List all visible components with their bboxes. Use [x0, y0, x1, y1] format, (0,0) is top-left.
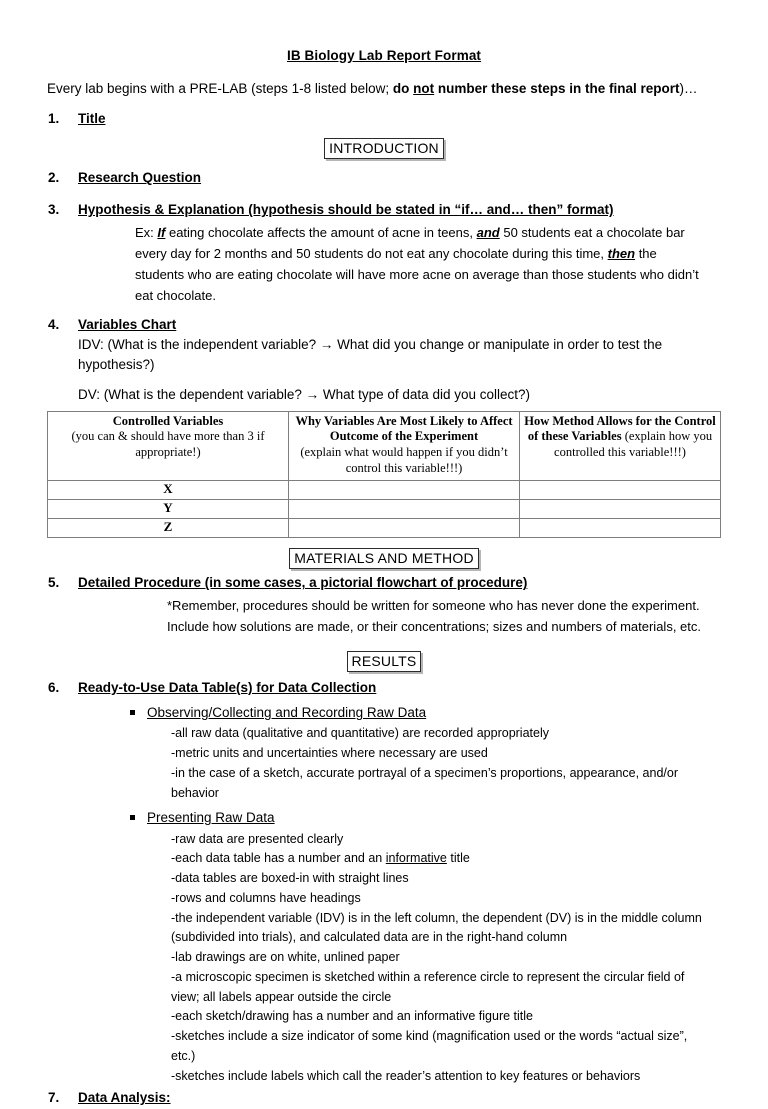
list-item-6 — [47, 678, 721, 698]
detail-line: -metric units and uncertainties where necessary are used — [171, 746, 488, 761]
item-4-number: 4. — [48, 316, 60, 332]
row-label-y: Y — [48, 500, 289, 519]
detail-line: -all raw data (qualitative and quantitative) are recorded appropriately — [171, 726, 549, 741]
item-1-heading: Title — [78, 110, 106, 126]
example-part-2: 50 students eat a chocolate bar every day for 2 months and 50 students do not eat any chocolate during this time, — [135, 224, 685, 261]
table-header-cell-how-method — [520, 411, 721, 481]
col-3-bold-text: How Method Allows for the Control of these Variables — [524, 413, 716, 444]
detail-line: -raw data are presented clearly — [171, 831, 344, 846]
page-title: IB Biology Lab Report Format — [286, 48, 482, 63]
intro-tail: )… — [679, 80, 698, 96]
detail-line: -each data table has a number and an informative title — [171, 851, 470, 866]
item-2-number: 2. — [48, 170, 60, 186]
section-band-materials — [47, 548, 721, 569]
detail-line: -sketches include a size indicator of some kind (magnification used or the words “actual size”, etc.) — [171, 1029, 688, 1063]
introduction-heading: INTRODUCTION — [324, 138, 444, 159]
row-y-cell-why[interactable] — [289, 500, 520, 519]
example-part-1: eating chocolate affects the amount of acne in teens, — [165, 224, 477, 240]
col-3-plain-text: (explain how you controlled this variable!!!) — [554, 429, 713, 460]
item-5-note-line-1: *Remember, procedures should be written for someone who has never done the experiment. — [167, 597, 700, 613]
table-header-cell-controlled-variables — [48, 411, 289, 481]
col-1-bold-text: Controlled Variables — [112, 413, 224, 428]
list-item-5 — [47, 573, 721, 593]
list-item-presenting-raw-data — [47, 808, 721, 828]
detail-line: -a microscopic specimen is sketched within a reference circle to represent the circular field of view; all labels appear outside the circle — [171, 969, 685, 1004]
row-x-cell-how[interactable] — [520, 481, 721, 500]
detail-line: -each sketch/drawing has a number and an informative figure title — [171, 1009, 533, 1024]
item-7-number: 7. — [48, 1090, 60, 1106]
item-4-heading: Variables Chart — [78, 316, 177, 332]
materials-heading: MATERIALS AND METHOD — [289, 548, 479, 569]
square-bullet-icon — [130, 710, 135, 715]
example-part-3: the students who are eating chocolate will have more acne on average than those students who didn’t eat chocolate. — [135, 245, 699, 303]
item-3-heading: Hypothesis & Explanation (hypothesis should be stated in “if… and… then” format) — [78, 202, 614, 218]
detail-line: -data tables are boxed-in with straight lines — [171, 871, 409, 886]
example-keyword-then: then — [607, 245, 636, 261]
bullet-2-detail-list — [47, 830, 721, 1087]
table-row — [48, 500, 721, 519]
list-item-2 — [47, 168, 721, 188]
intro-lead: Every lab begins with a PRE-LAB (steps 1-8 listed below; — [47, 80, 393, 96]
item-5-number: 5. — [48, 575, 60, 591]
detail-line: -rows and columns have headings — [171, 890, 361, 905]
section-band-introduction — [47, 138, 721, 159]
item-5-note-line-2: Include how solutions are made, or their concentrations; sizes and numbers of materials, etc. — [167, 618, 701, 634]
list-item-observing-collecting — [47, 703, 721, 723]
row-x-cell-why[interactable] — [289, 481, 520, 500]
item-6-heading: Ready-to-Use Data Table(s) for Data Collection — [78, 679, 377, 695]
intro-paragraph — [47, 79, 721, 100]
bullet-1-detail-list — [47, 724, 721, 803]
detail-line: -sketches include labels which call the reader’s attention to key features or behaviors — [171, 1068, 641, 1083]
bullet-1-label: Observing/Collecting and Recording Raw Data — [147, 705, 427, 721]
list-item-3 — [47, 200, 721, 220]
row-y-cell-how[interactable] — [520, 500, 721, 519]
variables-chart-table — [47, 411, 721, 539]
table-header-row — [48, 411, 721, 481]
idv-line: IDV: (What is the independent variable? → What did you change or manipulate in order to test the hypothesis?) — [78, 337, 663, 373]
table-header-cell-why-variables — [289, 411, 520, 481]
detail-line: -lab drawings are on white, unlined paper — [171, 950, 400, 965]
row-label-z: Z — [48, 519, 289, 538]
item-1-number: 1. — [48, 110, 60, 126]
intro-emphasis-post: number these steps in the final report — [434, 80, 680, 96]
square-bullet-icon — [130, 815, 135, 820]
intro-emphasis-pre: do — [392, 80, 414, 96]
section-band-results — [47, 651, 721, 672]
table-row — [48, 481, 721, 500]
col-2-plain-text: (explain what would happen if you didn’t control this variable!!!) — [300, 445, 508, 475]
item-6-number: 6. — [48, 679, 60, 695]
example-keyword-if: If — [157, 224, 166, 240]
list-item-4 — [47, 315, 721, 335]
row-z-cell-why[interactable] — [289, 519, 520, 538]
results-heading: RESULTS — [347, 651, 422, 672]
list-item-1 — [47, 109, 721, 129]
dv-line: DV: (What is the dependent variable? → What type of data did you collect?) — [78, 386, 530, 402]
col-2-bold-text: Why Variables Are Most Likely to Affect Outcome of the Experiment — [295, 413, 513, 444]
item-3-example — [47, 222, 721, 306]
example-prefix: Ex: — [135, 224, 158, 240]
col-1-plain-text: (you can & should have more than 3 if appropriate!) — [71, 429, 265, 460]
example-keyword-and: and — [476, 224, 500, 240]
intro-emphasis-not: not — [413, 80, 435, 96]
table-row — [48, 519, 721, 538]
item-5-heading: Detailed Procedure (in some cases, a pictorial flowchart of procedure) — [78, 575, 528, 591]
item-7-heading: Data Analysis: — [78, 1090, 171, 1106]
row-label-x: X — [48, 481, 289, 500]
list-item-7 — [47, 1088, 721, 1108]
detail-line: -the independent variable (IDV) is in the left column, the dependent (DV) is in the middle column (subdivided into trials), and calculated data are in the right-hand column — [171, 910, 702, 945]
detail-line: -in the case of a sketch, accurate portrayal of a specimen’s proportions, appearance, and/or behavior — [171, 765, 679, 800]
item-3-number: 3. — [48, 202, 60, 218]
row-z-cell-how[interactable] — [520, 519, 721, 538]
item-2-heading: Research Question — [78, 170, 202, 186]
bullet-2-label: Presenting Raw Data — [147, 810, 275, 826]
